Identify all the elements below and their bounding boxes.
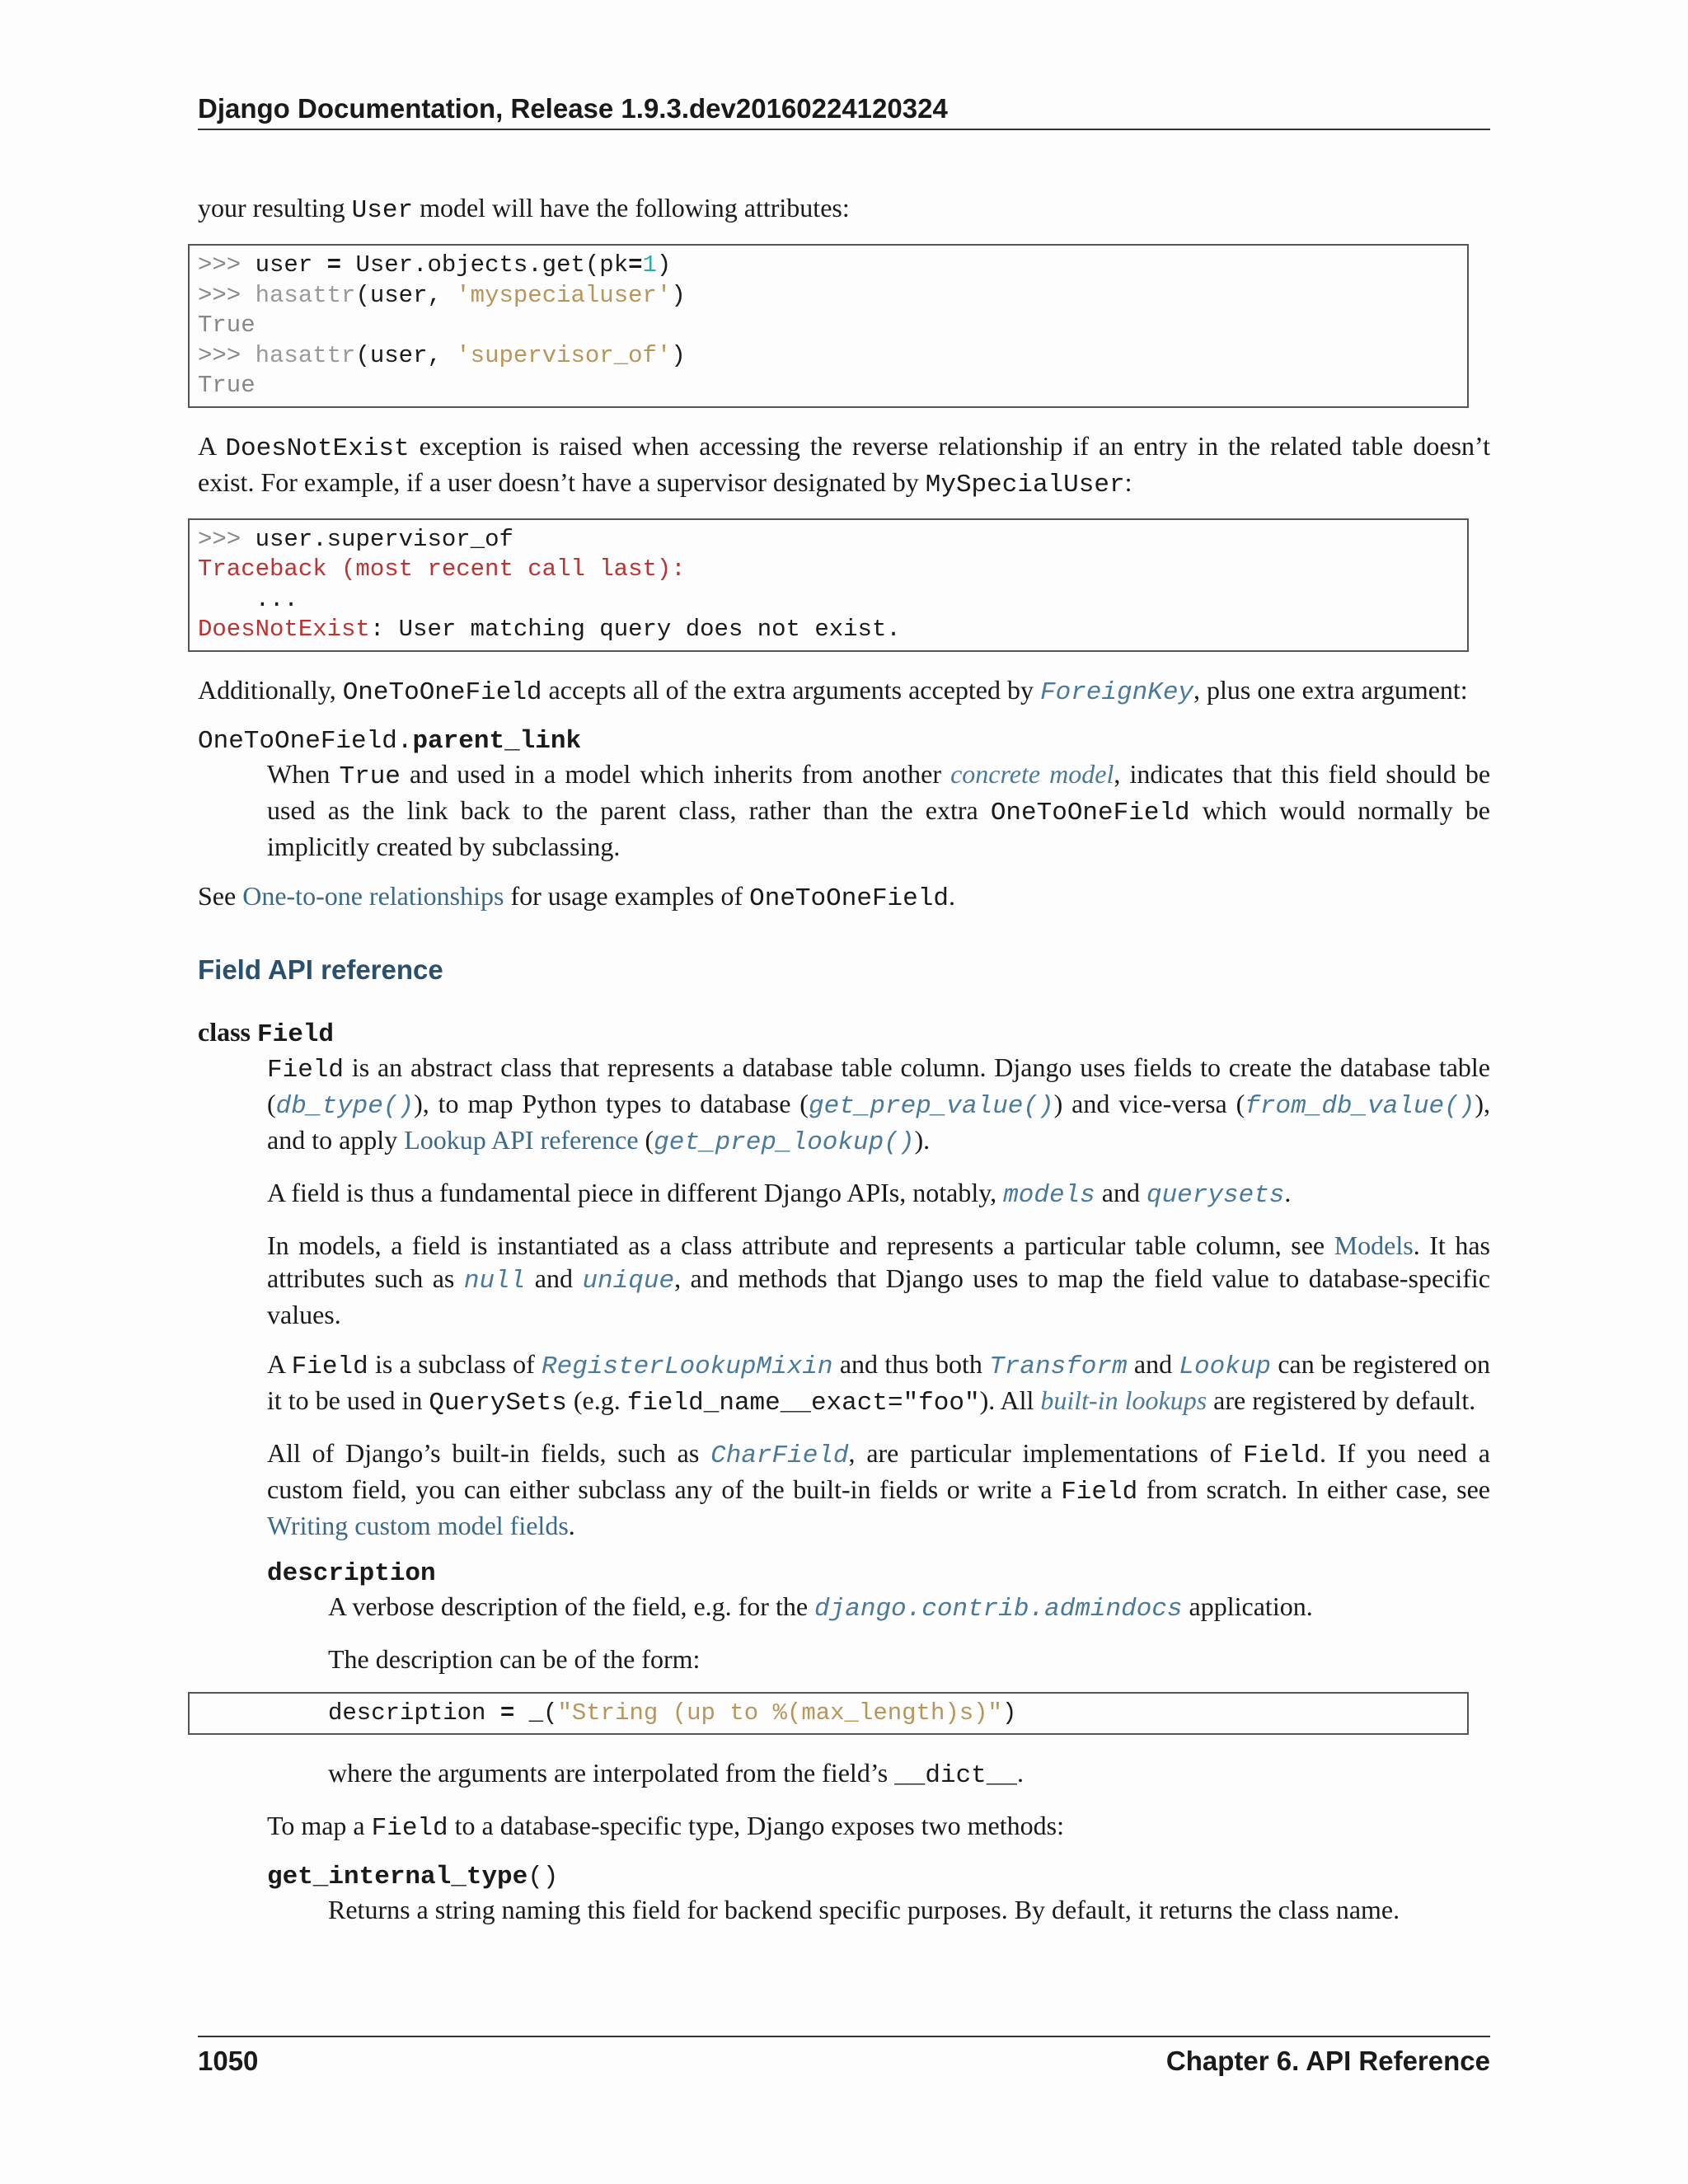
field-paragraph-3: In models, a field is instantiated as a class attribute and represents a particular table column, see Models. It has attributes such as null and unique, and methods that Django uses to map the field value to database-specific values.	[267, 1230, 1491, 1329]
map-paragraph: To map a Field to a database-specific type, Django exposes two methods:	[267, 1811, 1064, 1843]
header-title: Django Documentation, Release 1.9.3.dev20160224120324	[198, 93, 948, 124]
description-paragraph-3: where the arguments are interpolated from the field’s __dict__.	[328, 1758, 1024, 1790]
description-paragraph-2: The description can be of the form:	[328, 1643, 701, 1674]
charfield-link[interactable]: CharField	[710, 1441, 849, 1470]
unique-link[interactable]: unique	[582, 1266, 675, 1296]
description-body	[328, 1590, 1490, 1675]
field-class-body	[267, 1051, 1490, 1675]
foreignkey-link[interactable]: ForeignKey	[1040, 677, 1194, 707]
custom-fields-link[interactable]: Writing custom model fields	[267, 1510, 569, 1540]
parent-link-description: When True and used in a model which inherits from another concrete model, indicates that this field should be used as the link back to the parent class, rather than the extra OneToOneField which would normally be implicitly created by subclassing.	[267, 758, 1491, 861]
field-class-signature: class Field	[198, 1016, 335, 1049]
code-block-description: description = _("String (up to %(max_length)s)")	[188, 1692, 1469, 1736]
code-block-attributes: >>> user = User.objects.get(pk=1) >>> hasattr(user, 'myspecialuser') True >>> hasattr(user, 'supervisor_of') True	[188, 244, 1469, 408]
additional-args-paragraph: Additionally, OneToOneField accepts all of the extra arguments accepted by ForeignKey, plus one extra argument:	[198, 674, 1468, 707]
models-doc-link[interactable]: Models	[1334, 1230, 1414, 1260]
field-paragraph-2: A field is thus a fundamental piece in different Django APIs, notably, models and querysets.	[267, 1177, 1292, 1210]
doesnotexist-paragraph: A DoesNotExist exception is raised when accessing the reverse relationship if an entry in the related table doesn’t exist. For example, if a user doesn’t have a supervisor designated by MySpecialUser:	[198, 430, 1491, 499]
null-link[interactable]: null	[463, 1266, 526, 1296]
field-paragraph-4: A Field is a subclass of RegisterLookupMixin and thus both Transform and Lookup can be registered on it to be used in QuerySets (e.g. field_name__exact="foo"). All built-in lookups are registered by default.	[267, 1348, 1491, 1418]
page-number: 1050	[198, 2046, 259, 2076]
get-prep-lookup-link[interactable]: get_prep_lookup()	[654, 1127, 915, 1157]
transform-link[interactable]: Transform	[989, 1352, 1128, 1381]
chapter-title: Chapter 6. API Reference	[1165, 2046, 1490, 2076]
registerlookupmixin-link[interactable]: RegisterLookupMixin	[542, 1352, 833, 1381]
page-header	[198, 92, 1490, 130]
page-footer	[198, 2036, 1490, 2077]
intro-paragraph: your resulting User model will have the following attributes:	[198, 193, 850, 225]
field-paragraph-1: Field is an abstract class that represents a database table column. Django uses fields to create the database table (db_type()), to map Python types to database (get_prep_value()) and vice-versa (from_db_value()), and to apply Lookup API reference (get_prep_lookup()).	[267, 1052, 1491, 1157]
one-to-one-link[interactable]: One-to-one relationships	[242, 880, 504, 911]
field-paragraph-5: All of Django’s built-in fields, such as CharField, are particular implementations of Field. If you need a custom field, you can either subclass any of the built-in fields or write a Field from scratch. In either case, see Writing custom model fields.	[267, 1437, 1491, 1540]
lookup-api-link[interactable]: Lookup API reference	[404, 1124, 639, 1155]
section-heading: Field API reference	[198, 954, 443, 985]
main-content	[198, 191, 1490, 1943]
see-paragraph: See One-to-one relationships for usage examples of OneToOneField.	[198, 880, 955, 913]
code-block-traceback: >>> user.supervisor_of Traceback (most recent call last): ... DoesNotExist: User matching query does not exist.	[188, 518, 1469, 652]
admindocs-link[interactable]: django.contrib.admindocs	[814, 1594, 1183, 1624]
get-prep-value-link[interactable]: get_prep_value()	[808, 1091, 1054, 1121]
description-signature: description	[267, 1558, 436, 1588]
querysets-link[interactable]: querysets	[1146, 1180, 1285, 1210]
description-paragraph-1: A verbose description of the field, e.g. for the django.contrib.admindocs application.	[328, 1591, 1313, 1624]
lookup-link[interactable]: Lookup	[1179, 1352, 1272, 1381]
field-class-body-2	[267, 1756, 1490, 1926]
db-type-link[interactable]: db_type()	[275, 1091, 415, 1121]
get-internal-type-description: Returns a string naming this field for backend specific purposes. By default, it returns the class name.	[328, 1895, 1400, 1924]
get-internal-type-signature: get_internal_type()	[267, 1863, 559, 1891]
parent-link-signature: OneToOneField.parent_link	[198, 726, 582, 756]
concrete-model-link[interactable]: concrete model	[950, 758, 1114, 789]
builtin-lookups-link[interactable]: built-in lookups	[1040, 1385, 1207, 1415]
from-db-value-link[interactable]: from_db_value()	[1245, 1091, 1475, 1121]
models-link[interactable]: models	[1003, 1180, 1095, 1210]
